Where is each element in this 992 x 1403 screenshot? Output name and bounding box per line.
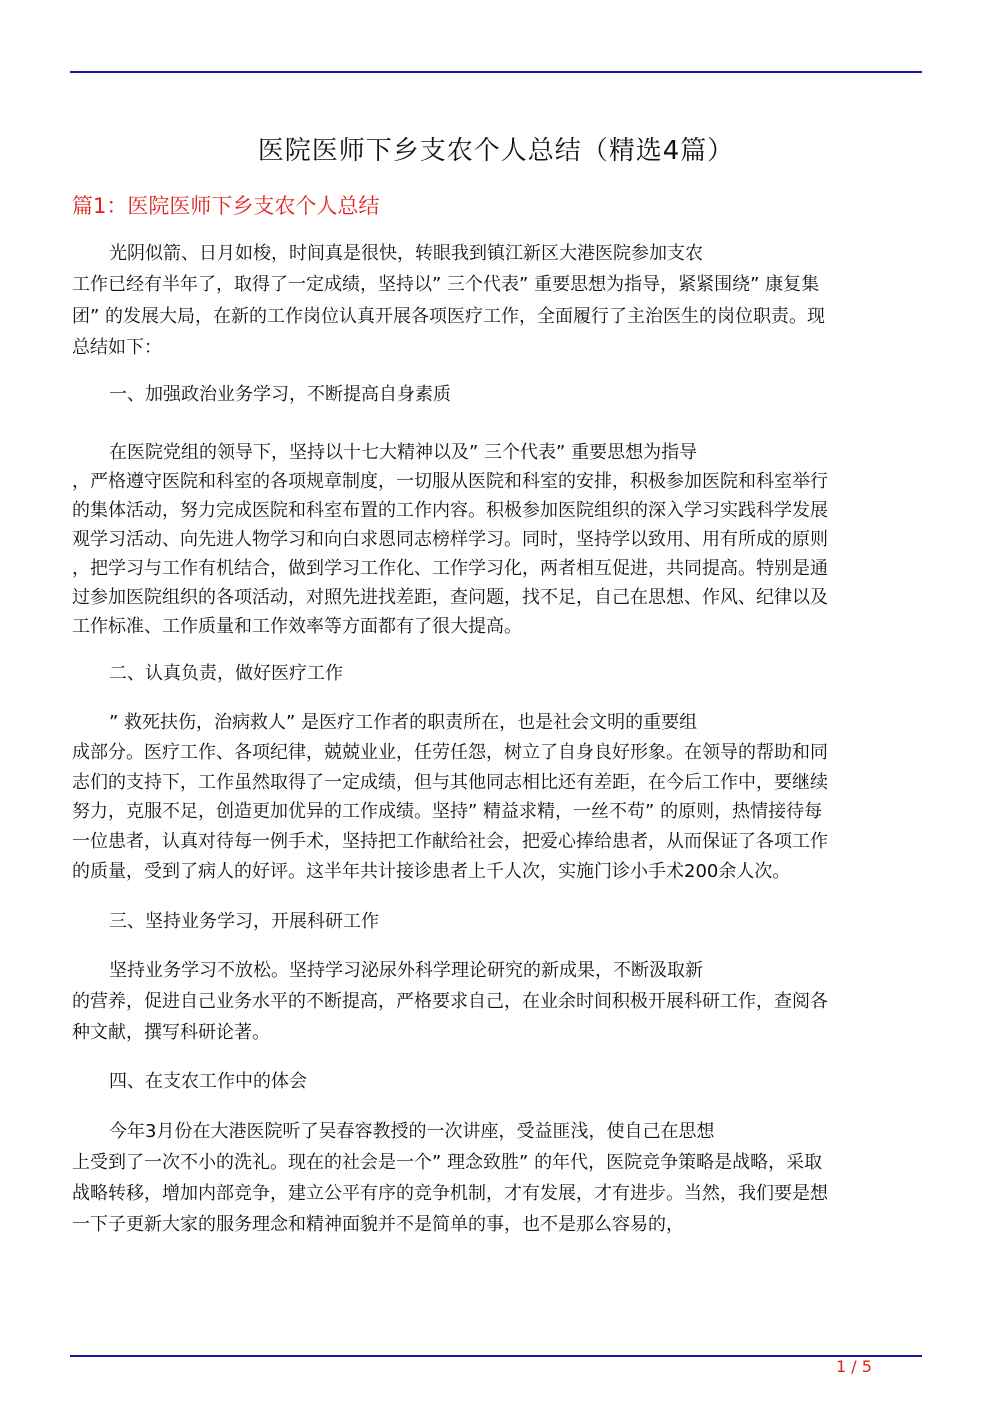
paragraph-line: 上受到了一次不小的洗礼。现在的社会是一个” 理念致胜” 的年代，医院竞争策略是战略，采取 [72, 1152, 823, 1173]
heading-1: 一、加强政治业务学习，不断提高自身素质 [109, 384, 451, 405]
footer-rule [70, 1355, 922, 1357]
paragraph-line: 在医院党组的领导下，坚持以十七大精神以及” 三个代表” 重要思想为指导 [109, 442, 698, 463]
paragraph-line: ” 救死扶伤，治病救人” 是医疗工作者的职责所在，也是社会文明的重要组 [109, 712, 698, 733]
paragraph-3 [72, 708, 912, 887]
paragraph-2 [72, 438, 912, 641]
paragraph-line: 光阴似箭、日月如梭，时间真是很快，转眼我到镇江新区大港医院参加支农 [109, 243, 703, 264]
paragraph-4 [72, 955, 912, 1048]
page-number: 1 / 5 [836, 1357, 872, 1376]
paragraph-line: 今年3月份在大港医院听了吴春容教授的一次讲座，受益匪浅，使自己在思想 [109, 1121, 715, 1142]
heading-2: 二、认真负责，做好医疗工作 [109, 663, 343, 684]
heading-4: 四、在支农工作中的体会 [109, 1071, 307, 1092]
paragraph-line: 过参加医院组织的各项活动，对照先进找差距，查问题，找不足，自己在思想、作风、纪律以及 [72, 587, 828, 608]
header-rule [70, 71, 922, 73]
document-title: 医院医师下乡支农个人总结（精选4篇） [257, 136, 735, 166]
paragraph-1 [72, 238, 912, 363]
paragraph-line: 团” 的发展大局，在新的工作岗位认真开展各项医疗工作，全面履行了主治医生的岗位职责。现 [72, 305, 826, 327]
paragraph-line: 志们的支持下，工作虽然取得了一定成绩，但与其他同志相比还有差距，在今后工作中，要继续 [72, 771, 828, 793]
paragraph-line: 的营养，促进自己业务水平的不断提高，严格要求自己，在业余时间积极开展科研工作，查阅各 [72, 991, 828, 1012]
paragraph-line: 坚持业务学习不放松。坚持学习泌尿外科学理论研究的新成果，不断汲取新 [109, 960, 703, 981]
paragraph-line: 的集体活动，努力完成医院和科室布置的工作内容。积极参加医院组织的深入学习实践科学发展 [72, 500, 828, 521]
paragraph-line: 战略转移，增加内部竞争，建立公平有序的竞争机制，才有发展，才有进步。当然，我们要是想 [72, 1183, 828, 1204]
paragraph-line: 工作已经有半年了，取得了一定成绩，坚持以” 三个代表” 重要思想为指导，紧紧围绕” 康复集 [72, 274, 820, 296]
heading-3: 三、坚持业务学习，开展科研工作 [109, 911, 379, 932]
paragraph-line: ，严格遵守医院和科室的各项规章制度，一切服从医院和科室的安排，积极参加医院和科室举行 [72, 471, 828, 492]
paragraph-line: 观学习活动、向先进人物学习和向白求恩同志榜样学习。同时，坚持学以致用、用有所成的原则 [72, 529, 828, 550]
paragraph-line: ，把学习与工作有机结合，做到学习工作化、工作学习化，两者相互促进，共同提高。特别是通 [72, 558, 828, 579]
section-heading: 篇1：医院医师下乡支农个人总结 [72, 194, 380, 218]
paragraph-line: 总结如下： [72, 336, 162, 358]
paragraph-line: 成部分。医疗工作、各项纪律，兢兢业业，任劳任怨，树立了自身良好形象。在领导的帮助和同 [72, 741, 828, 763]
paragraph-5 [72, 1116, 912, 1240]
paragraph-line: 一位患者，认真对待每一例手术，坚持把工作献给社会，把爱心捧给患者，从而保证了各项工作 [72, 831, 828, 853]
paragraph-line: 工作标准、工作质量和工作效率等方面都有了很大提高。 [72, 616, 522, 637]
paragraph-line: 的质量，受到了病人的好评。这半年共计接诊患者上千人次，实施门诊小手术200余人次。 [72, 860, 791, 882]
paragraph-line: 种文献，撰写科研论著。 [72, 1022, 270, 1043]
paragraph-line: 努力，克服不足，创造更加优异的工作成绩。坚持” 精益求精，一丝不苟” 的原则，热情接待每 [72, 801, 823, 823]
paragraph-line: 一下子更新大家的服务理念和精神面貌并不是简单的事，也不是那么容易的， [72, 1214, 684, 1235]
